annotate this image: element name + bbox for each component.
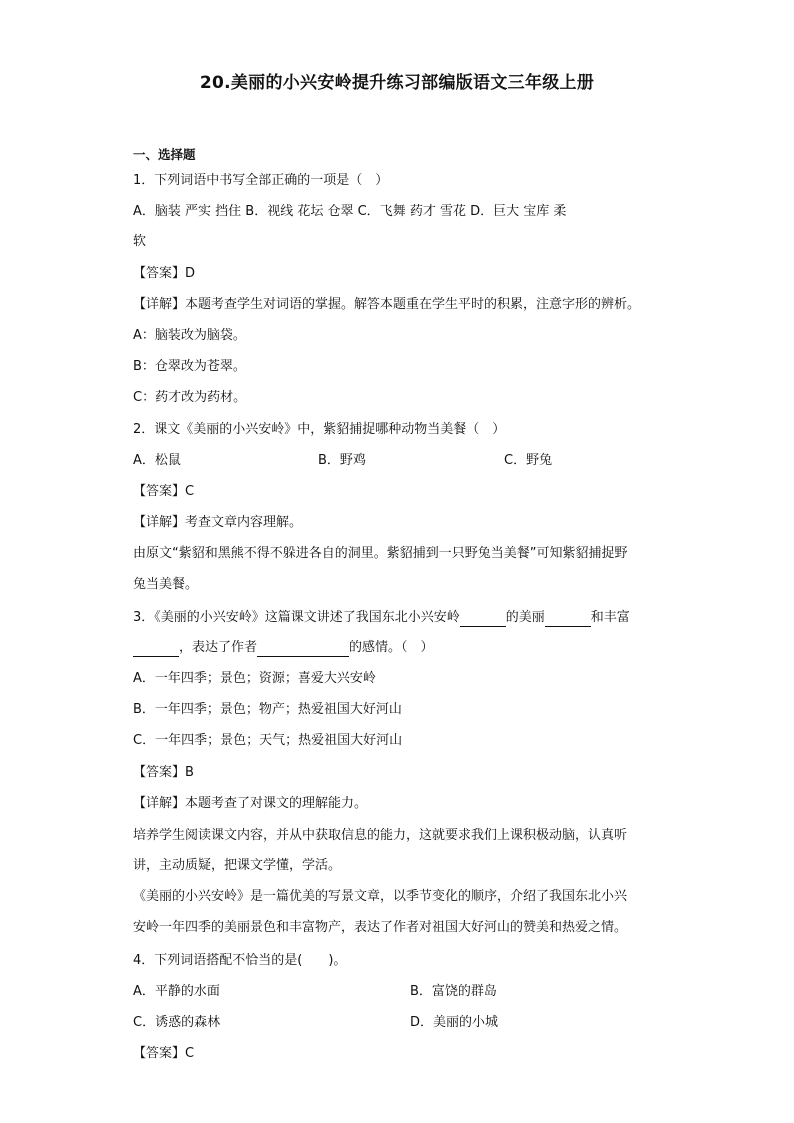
q3-stem-e: 的感情。（ ） (349, 640, 434, 655)
q4-option-b: B．富饶的群岛 (410, 984, 497, 999)
q2-option-a: A．松鼠 (133, 453, 181, 468)
q4-answer: 【答案】C (133, 1046, 195, 1061)
q3-blank-3 (133, 642, 179, 657)
q3-option-b: B．一年四季；景色；物产；热爱祖国大好河山 (133, 702, 402, 717)
q1-stem: 1．下列词语中书写全部正确的一项是（ ） (133, 173, 389, 188)
q1-answer: 【答案】D (133, 266, 196, 281)
q3-option-c: C．一年四季；景色；天气；热爱祖国大好河山 (133, 733, 403, 748)
q1-fix-c: C：药才改为药材。 (133, 390, 247, 405)
q1-options-line2: 软 (133, 234, 147, 249)
q2-option-b: B．野鸡 (318, 453, 366, 468)
q2-stem: 2．课文《美丽的小兴安岭》中，紫貂捕捉哪种动物当美餐（ ） (133, 422, 506, 437)
q2-explain-line1: 由原文“紫貂和黑熊不得不躲进各自的洞里。紫貂捕到一只野兔当美餐”可知紫貂捕捉野 (133, 546, 628, 561)
q4-option-c: C．诱惑的森林 (133, 1015, 221, 1030)
q3-explain-line2: 讲，主动质疑，把课文学懂，学活。 (133, 858, 342, 873)
q3-detail: 【详解】本题考查了对课文的理解能力。 (133, 796, 368, 811)
document-title: 20.美丽的小兴安岭提升练习部编版语文三年级上册 (199, 73, 595, 93)
q3-blank-2 (545, 612, 591, 627)
q3-explain-line3: 《美丽的小兴安岭》是一篇优美的写景文章，以季节变化的顺序，介绍了我国东北小兴 (133, 889, 628, 904)
q3-stem-line1 (133, 609, 630, 627)
q3-stem-b: 的美丽 (505, 610, 545, 625)
q2-detail: 【详解】考查文章内容理解。 (133, 515, 303, 530)
q2-explain-line2: 兔当美餐。 (133, 577, 199, 592)
q3-option-a: A．一年四季；景色；资源；喜爱大兴安岭 (133, 671, 376, 686)
q1-fix-b: B：仓翠改为苍翠。 (133, 359, 246, 374)
q3-stem-line2 (133, 639, 434, 657)
q1-detail: 【详解】本题考查学生对词语的掌握。解答本题重在学生平时的积累，注意字形的辨析。 (133, 297, 641, 312)
q1-options-line1: A．脑装 严实 挡住 B．视线 花坛 仓翠 C．飞舞 药才 雪花 D．巨大 宝库 柔 (133, 204, 567, 219)
q3-answer: 【答案】B (133, 765, 194, 780)
q2-answer: 【答案】C (133, 484, 195, 499)
q4-option-d: D．美丽的小城 (410, 1015, 499, 1030)
q3-stem-a: 3．《美丽的小兴安岭》这篇课文讲述了我国东北小兴安岭 (133, 610, 460, 625)
q3-explain-line4: 安岭一年四季的美丽景色和丰富物产，表达了作者对祖国大好河山的赞美和热爱之情。 (133, 920, 628, 935)
q3-blank-4 (257, 642, 349, 657)
q4-options-row1 (133, 983, 497, 1001)
q3-stem-d: ，表达了作者 (179, 640, 258, 655)
q2-option-c: C．野兔 (504, 453, 553, 468)
q4-stem: 4．下列词语搭配不恰当的是( )。 (133, 953, 347, 968)
q4-options-row2 (133, 1014, 498, 1032)
q1-fix-a: A：脑装改为脑袋。 (133, 328, 246, 343)
q2-options (133, 452, 552, 470)
q3-explain-line1: 培养学生阅读课文内容，并从中获取信息的能力，这就要求我们上课积极动脑，认真听 (133, 828, 628, 843)
section-heading: 一、选择题 (133, 147, 196, 162)
q4-option-a: A．平静的水面 (133, 984, 220, 999)
q3-blank-1 (460, 612, 506, 627)
q3-stem-c: 和丰富 (590, 610, 630, 625)
